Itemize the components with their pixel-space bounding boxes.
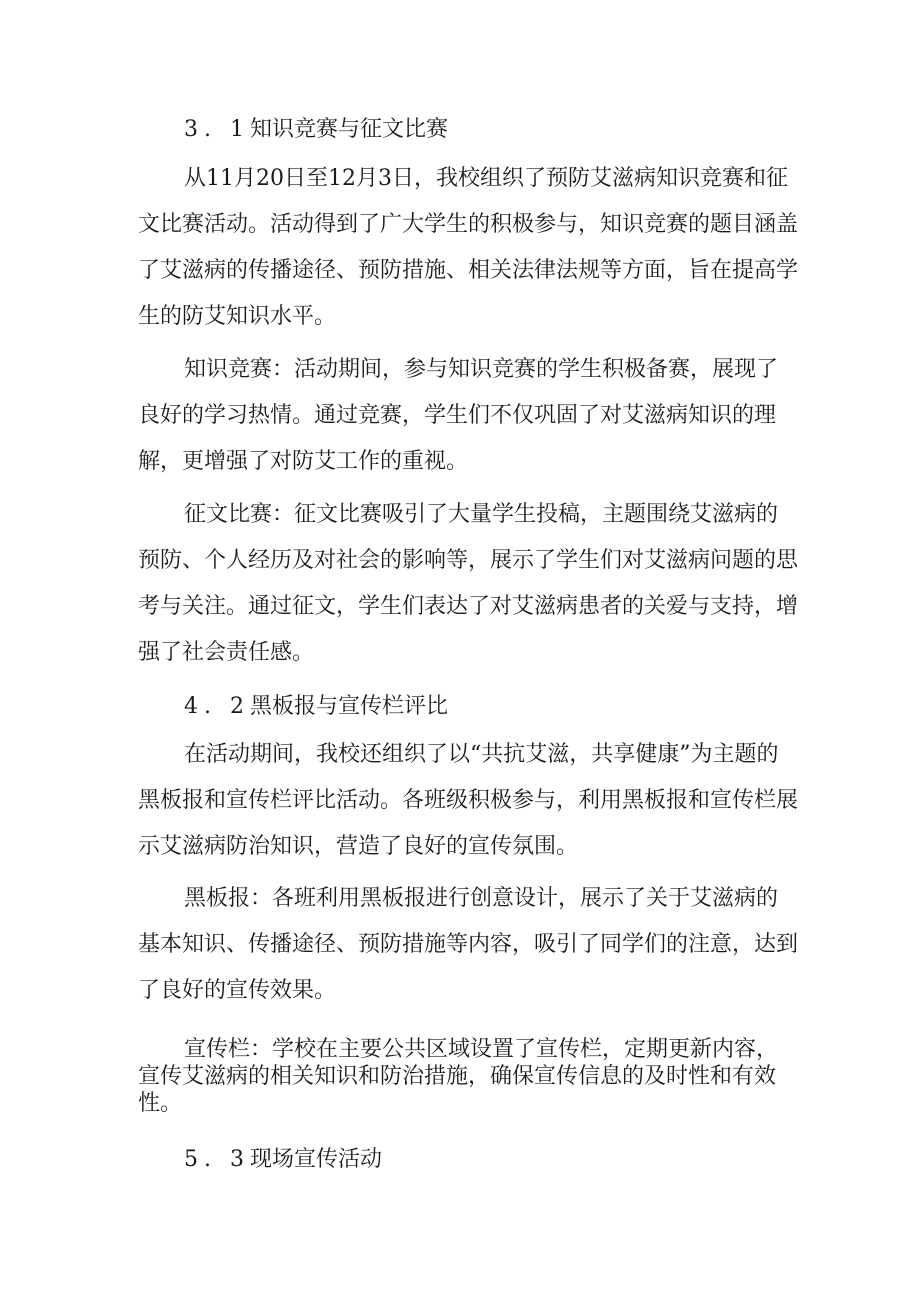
section-number: 4. 2 — [184, 694, 250, 719]
section-title: 黑板报与宣传栏评比 — [249, 694, 448, 719]
paragraph: 黑板报：各班利用黑板报进行创意设计，展示了关于艾滋病的基本知识、传播途径、预防措施等内容，吸引了同学们的注意，达到了良好的宣传效果。 — [138, 886, 799, 1003]
section-number: 5. 3 — [184, 1147, 250, 1172]
paragraph: 从11月20日至12月3日，我校组织了预防艾滋病知识竞赛和征文比赛活动。活动得到了广大学生的积极参与，知识竞赛的题目涵盖了艾滋病的传播途径、预防措施、相关法律法规等方面，旨在提高学生的防艾知识水平。 — [138, 166, 799, 329]
section-title: 知识竞赛与征文比赛 — [249, 117, 448, 142]
section-heading — [138, 107, 798, 153]
paragraph: 征文比赛：征文比赛吸引了大量学生投稿，主题围绕艾滋病的预防、个人经历及对社会的影响等，展示了学生们对艾滋病问题的思考与关注。通过征文，学生们表达了对艾滋病患者的关爱与支持，增强了社会责任感。 — [138, 502, 799, 665]
paragraph: 宣传栏：学校在主要公共区域设置了宣传栏，定期更新内容，宣传艾滋病的相关知识和防治措施，确保宣传信息的及时性和有效性。 — [138, 1037, 779, 1116]
section-number: 3. 1 — [184, 117, 250, 142]
paragraph: 知识竞赛：活动期间，参与知识竞赛的学生积极备赛，展现了良好的学习热情。通过竞赛，学生们不仅巩固了对艾滋病知识的理解，更增强了对防艾工作的重视。 — [138, 357, 779, 474]
section-heading — [138, 684, 798, 730]
section-heading — [138, 1137, 798, 1183]
paragraph: 在活动期间，我校还组织了以“共抗艾滋，共享健康”为主题的黑板报和宣传栏评比活动。各班级积极参与，利用黑板报和宣传栏展示艾滋病防治知识，营造了良好的宣传氛围。 — [138, 742, 799, 859]
section-title: 现场宣传活动 — [249, 1147, 382, 1172]
